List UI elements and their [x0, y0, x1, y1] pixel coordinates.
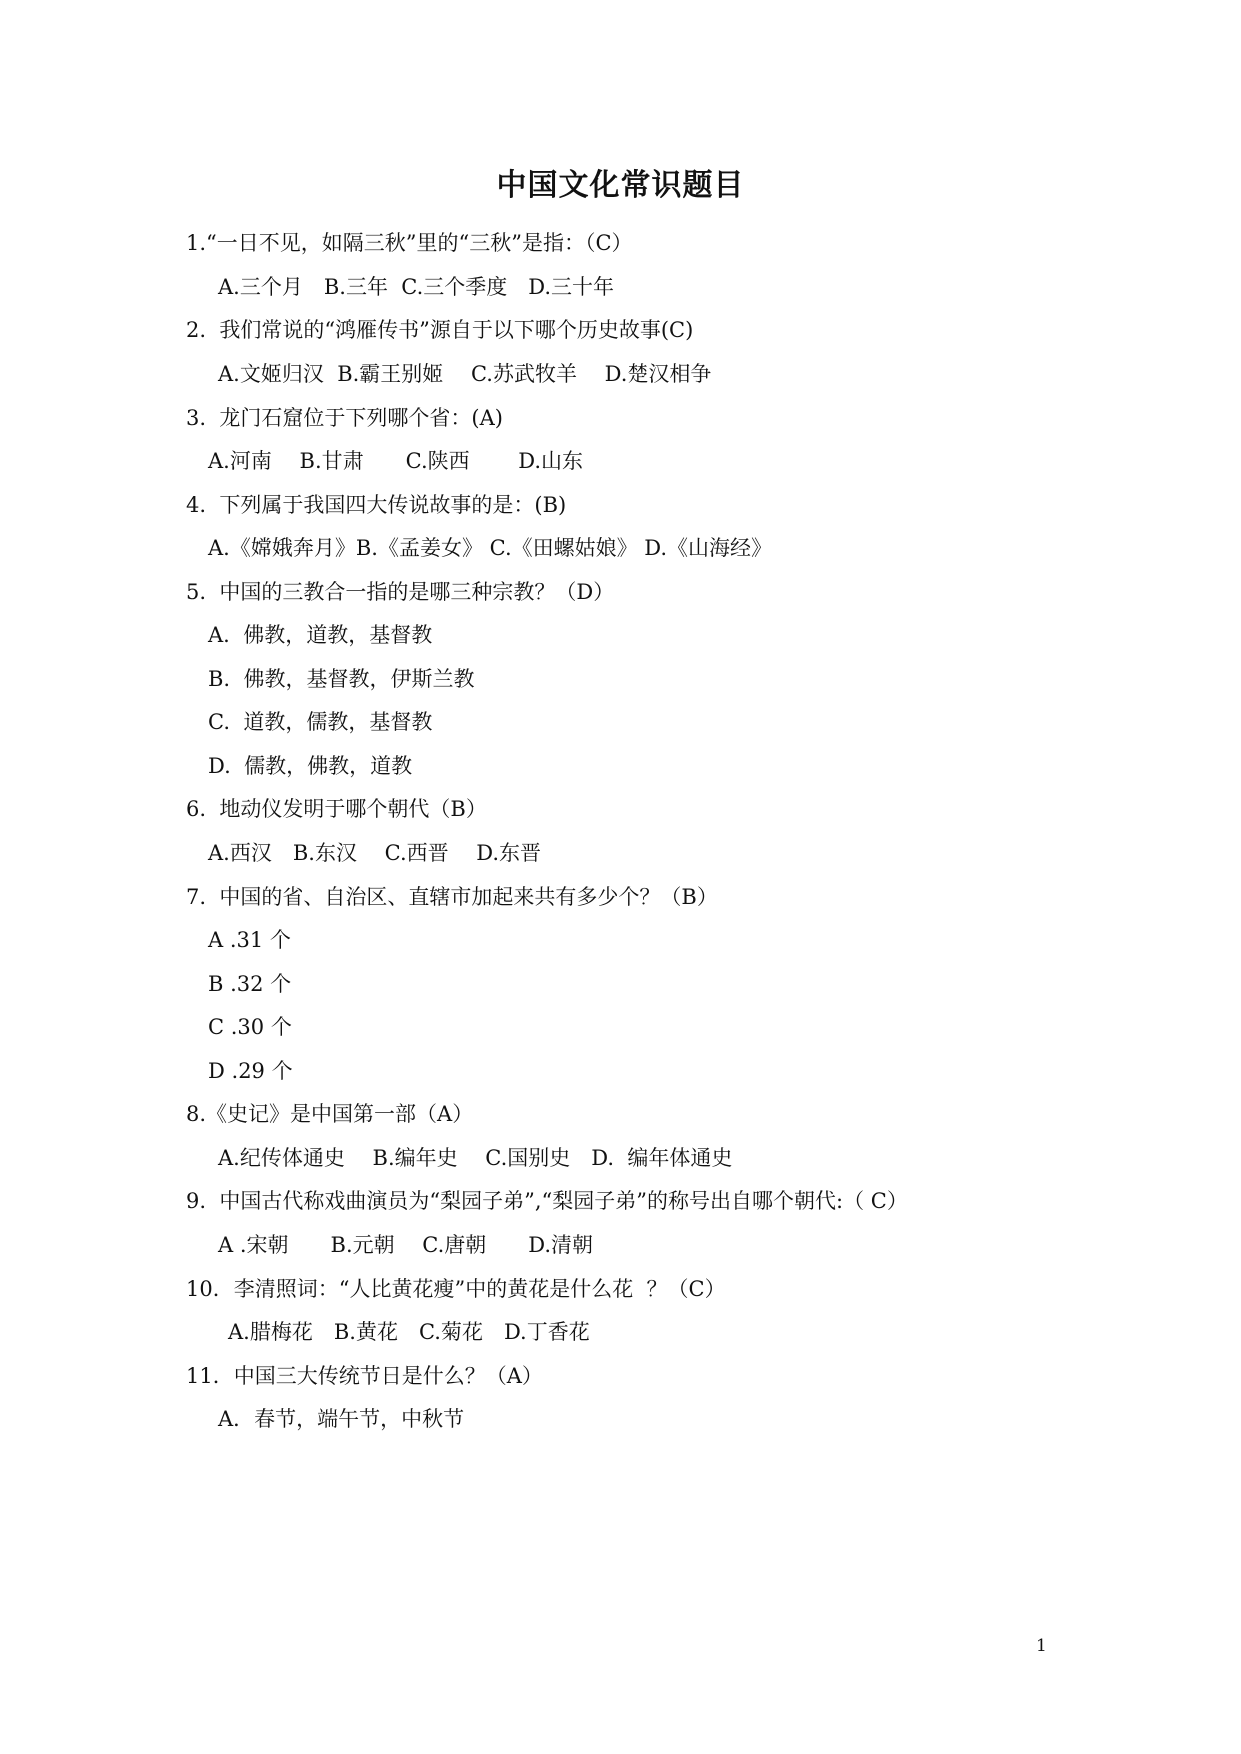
question-2-options: A.文姬归汉 B.霸王别姬 C.苏武牧羊 D.楚汉相争: [218, 362, 712, 386]
question-7-option-c: C .30 个: [208, 1015, 292, 1039]
question-7-option-b: B .32 个: [208, 972, 292, 996]
question-11: 11．中国三大传统节日是什么？（A）: [186, 1364, 543, 1388]
question-5-option-d: D. 儒教，佛教，道教: [208, 754, 413, 778]
question-5-option-b: B. 佛教，基督教，伊斯兰教: [208, 667, 475, 691]
question-6-options: A.西汉 B.东汉 C.西晋 D.东晋: [208, 841, 542, 865]
question-6: 6. 地动仪发明于哪个朝代（B）: [186, 797, 487, 821]
question-9: 9. 中国古代称戏曲演员为“梨园子弟”,“梨园子弟”的称号出自哪个朝代:（ C）: [186, 1189, 908, 1213]
question-7-option-a: A .31 个: [208, 928, 291, 952]
question-9-options: A .宋朝 B.元朝 C.唐朝 D.清朝: [218, 1233, 594, 1257]
question-8: 8.《史记》是中国第一部（A）: [186, 1102, 474, 1126]
question-10-options: A.腊梅花 B.黄花 C.菊花 D.丁香花: [228, 1320, 590, 1344]
question-10: 10．李清照词：“人比黄花瘦”中的黄花是什么花 ？（C）: [186, 1277, 726, 1301]
question-2: 2. 我们常说的“鸿雁传书”源自于以下哪个历史故事(C): [186, 318, 694, 342]
question-4-options: A.《嫦娥奔月》B.《孟姜女》 C.《田螺姑娘》 D.《山海经》: [208, 536, 773, 560]
question-7-option-d: D .29 个: [208, 1059, 293, 1083]
question-1: 1.“一日不见，如隔三秋”里的“三秋”是指：（C）: [186, 231, 633, 255]
question-5-option-a: A. 佛教，道教，基督教: [208, 623, 433, 647]
question-5: 5. 中国的三教合一指的是哪三种宗教？（D）: [186, 580, 615, 604]
page-title: 中国文化常识题目: [496, 168, 745, 203]
question-5-option-c: C. 道教，儒教，基督教: [208, 710, 433, 734]
question-11-option-a: A．春节，端午节，中秋节: [218, 1407, 465, 1431]
question-3: 3. 龙门石窟位于下列哪个省：(A): [186, 406, 503, 430]
question-3-options: A.河南 B.甘肃 C.陕西 D.山东: [208, 449, 584, 473]
question-7: 7. 中国的省、自治区、直辖市加起来共有多少个？（B）: [186, 885, 718, 909]
question-1-options: A.三个月 B.三年 C.三个季度 D.三十年: [218, 275, 615, 299]
question-4: 4. 下列属于我国四大传说故事的是：(B): [186, 493, 567, 517]
question-8-options: A.纪传体通史 B.编年史 C.国别史 D. 编年体通史: [218, 1146, 733, 1170]
page-number: 1: [1036, 1636, 1047, 1656]
